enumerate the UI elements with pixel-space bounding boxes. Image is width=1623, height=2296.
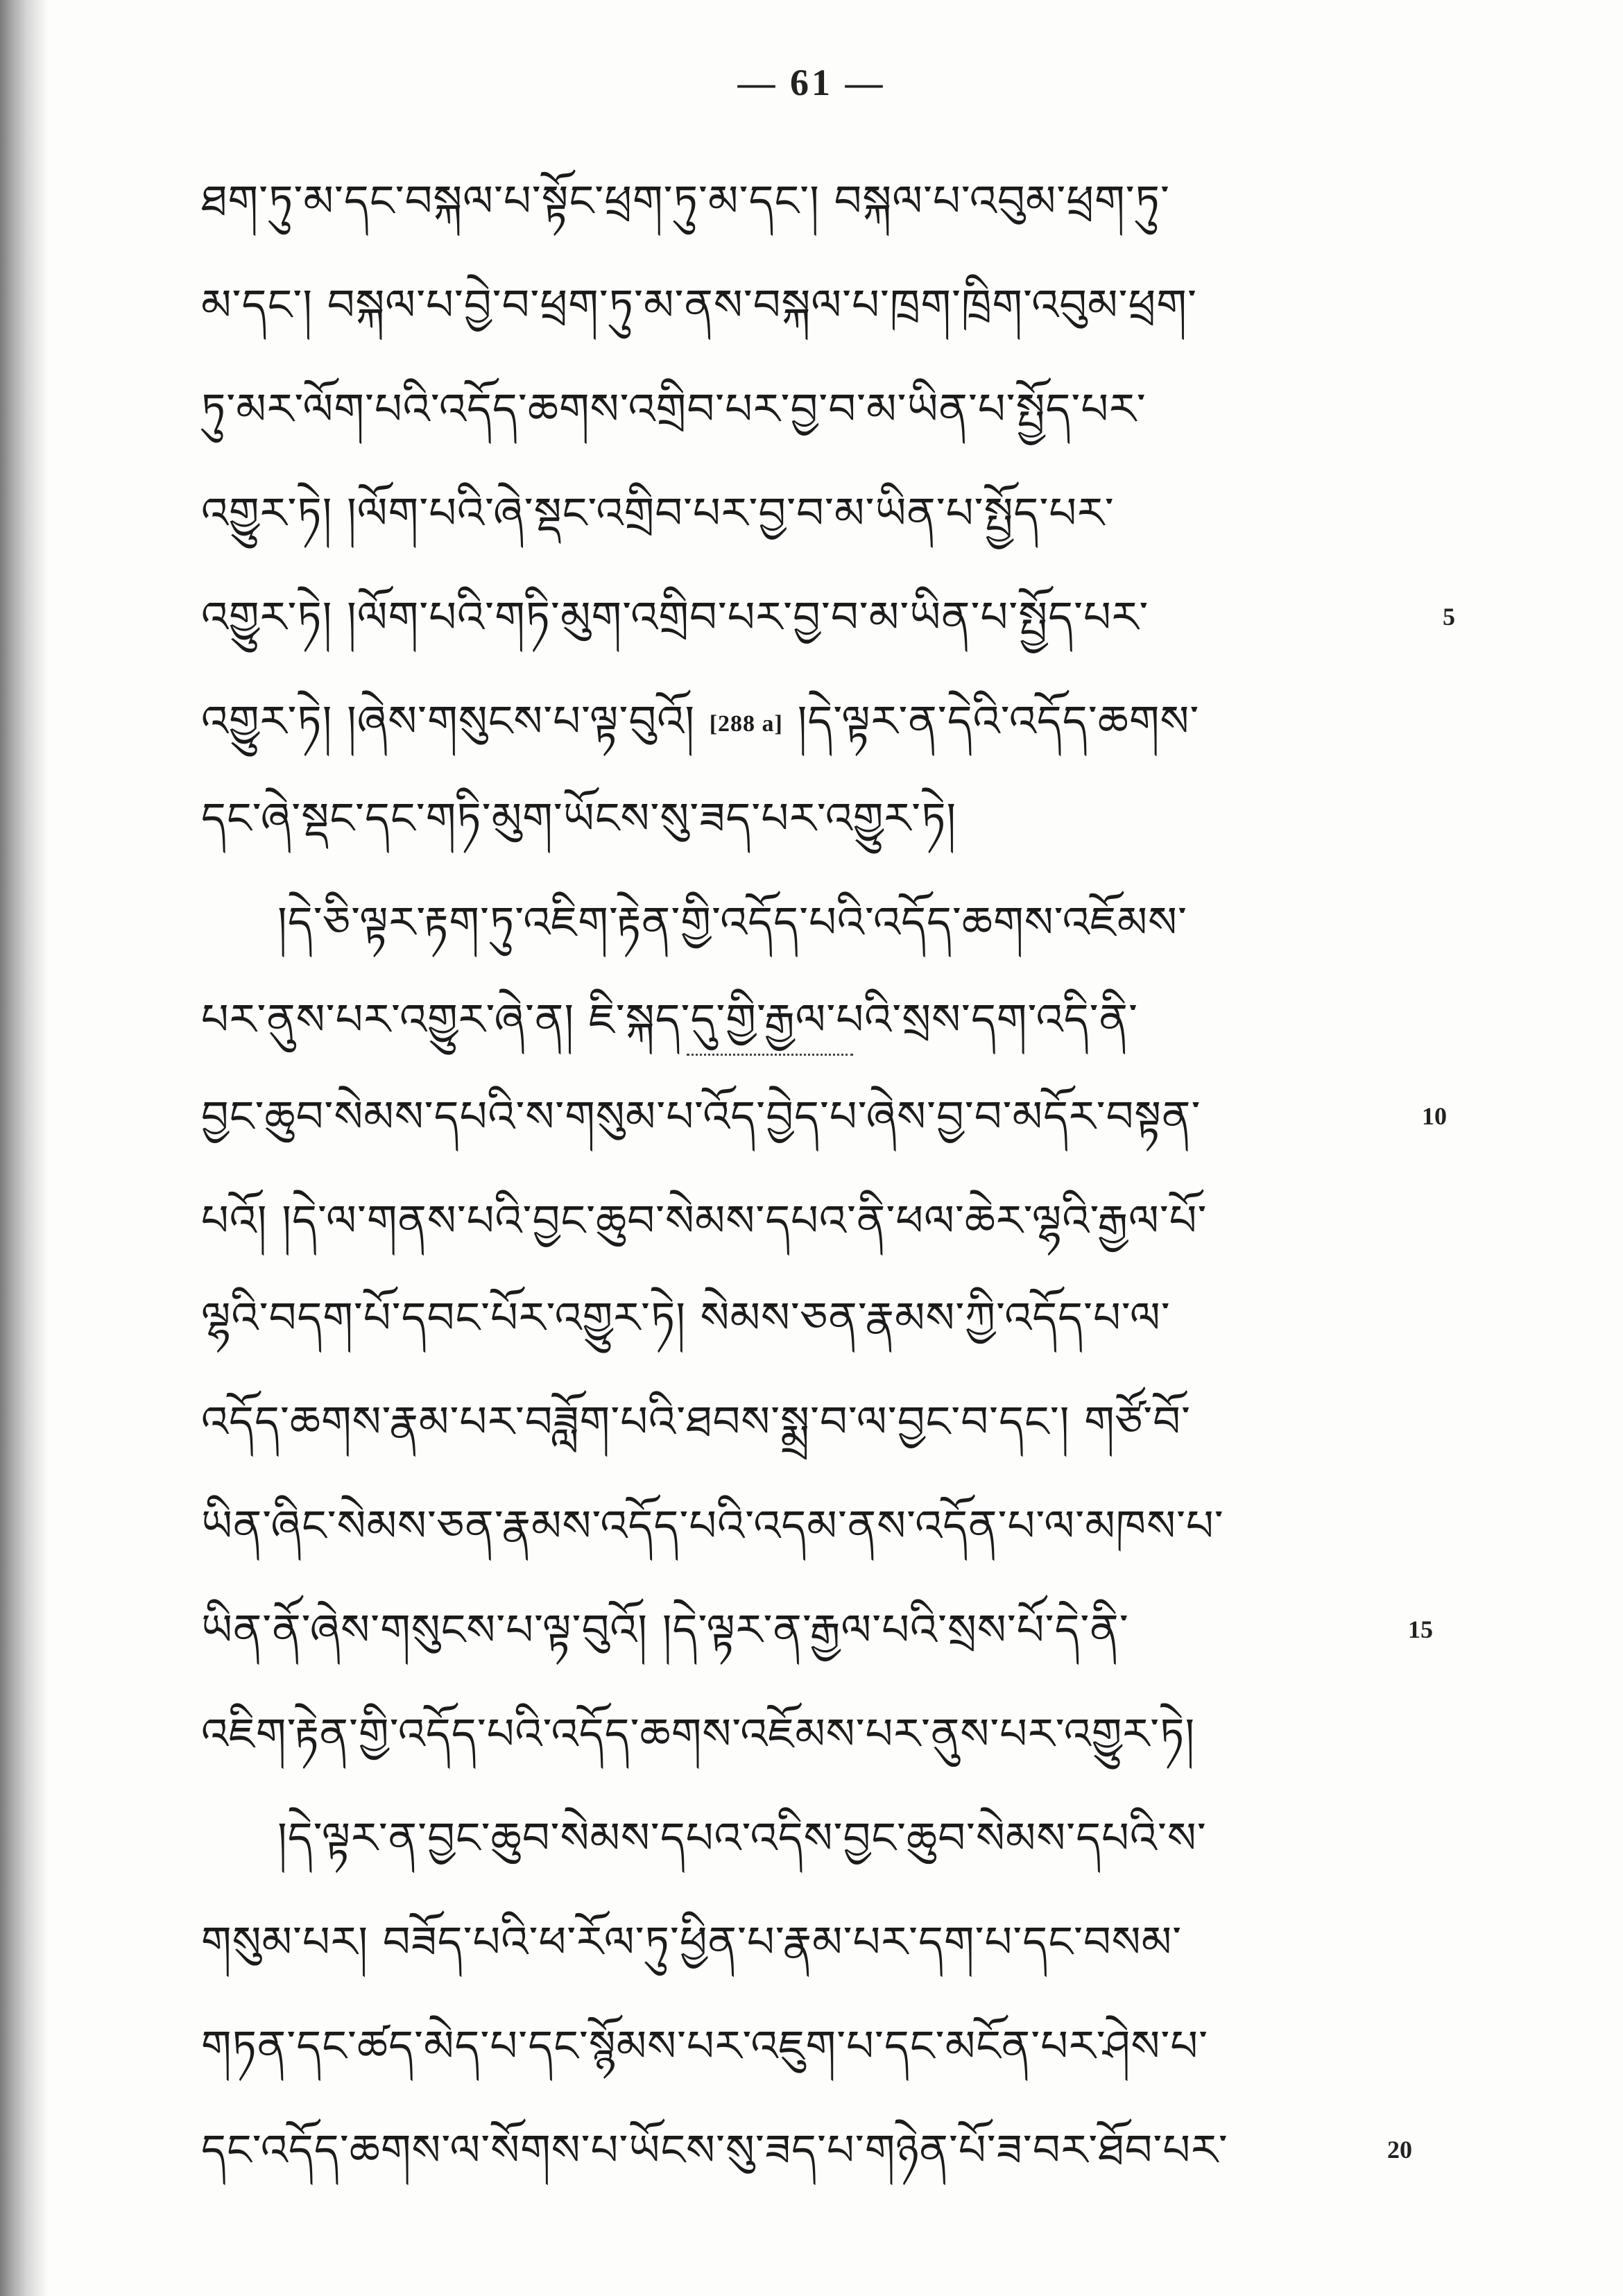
text-line-15: ཡིན་ནོ་ཞེས་གསུངས་པ་ལྟ་བུའོ། །དེ་ལྟར་ན་རྒྱལ་པའི་སྲས་པོ་དེ་ནི་ [201, 1604, 1129, 1655]
text-line-17: །དེ་ལྟར་ན་བྱང་ཆུབ་སེམས་དཔའ་འདིས་བྱང་ཆུབ་སེམས་དཔའི་ས་ [277, 1813, 1207, 1863]
text-line-13: འདོད་ཆགས་རྣམ་པར་བཟློག་པའི་ཐབས་སྨྲ་བ་ལ་བྱང་བ་དང་། གཙོ་བོ་ [201, 1396, 1192, 1447]
text-line-5: འགྱུར་ཏེ། །ལོག་པའི་གཏི་མུག་འགྲིབ་པར་བྱ་བ་མ་ཡིན་པ་སྤྱོད་པར་ [201, 592, 1149, 642]
text-line-18: གསུམ་པར། བཟོད་པའི་ཕ་རོལ་ཏུ་ཕྱིན་པ་རྣམ་པར་དག་པ་དང་བསམ་ [201, 1917, 1183, 1967]
page-number: — 61 — [737, 62, 886, 103]
text-line-4: འགྱུར་ཏེ། །ལོག་པའི་ཞེ་སྡང་འགྲིབ་པར་བྱ་བ་མ་ཡིན་པ་སྤྱོད་པར་ [201, 488, 1115, 538]
text-line-14: ཡིན་ཞིང་སེམས་ཅན་རྣམས་འདོད་པའི་འདམ་ནས་འདོན་པ་ལ་མཁས་པ་ [201, 1500, 1224, 1551]
line-number-15: 15 [1408, 1616, 1433, 1643]
text-line-11: པའོ། །དེ་ལ་གནས་པའི་བྱང་ཆུབ་སེམས་དཔའ་ནི་ཕལ་ཆེར་ལྷའི་རྒྱལ་པོ་ [201, 1195, 1208, 1246]
text-line-8: །དེ་ཅི་ལྟར་རྟག་ཏུ་འཇིག་རྟེན་གྱི་འདོད་པའི་འདོད་ཆགས་འཇོམས་ [277, 897, 1188, 948]
text-line-3: ཏུ་མར་ལོག་པའི་འདོད་ཆགས་འགྲིབ་པར་བྱ་བ་མ་ཡིན་པ་སྤྱོད་པར་ [201, 384, 1147, 434]
binding-shadow [0, 0, 49, 2296]
text-line-16: འཇིག་རྟེན་གྱི་འདོད་པའི་འདོད་ཆགས་འཇོམས་པར་ནུས་པར་འགྱུར་ཏེ། [201, 1708, 1196, 1759]
wavy-underline [687, 1044, 853, 1056]
text-line-20: དང་འདོད་ཆགས་ལ་སོགས་པ་ཡོངས་སུ་ཟད་པ་གཉེན་པོ་ཟ་བར་ཐོབ་པར་ [201, 2125, 1228, 2175]
text-line-2: མ་དང་། བསྐལ་པ་བྱེ་བ་ཕྲག་ཏུ་མ་ནས་བསྐལ་པ་ཁྲག་ཁྲིག་འབུམ་ཕྲག་ [201, 280, 1197, 330]
text-line-6-main: འགྱུར་ཏེ། །ཞེས་གསུངས་པ་ལྟ་བུའོ། [201, 696, 695, 746]
text-line-7: དང་ཞེ་སྡང་དང་གཏི་མུག་ཡོངས་སུ་ཟད་པར་འགྱུར་ཏེ། [201, 793, 957, 843]
line-number-5: 5 [1443, 603, 1455, 631]
folio-reference: [288 a] [709, 710, 783, 737]
text-line-9: པར་ནུས་པར་འགྱུར་ཞེ་ན། ཇི་སྐད་དུ་གྱི་རྒྱལ་པའི་སྲས་དག་འདི་ནི་ [201, 994, 1139, 1045]
line-number-10: 10 [1422, 1102, 1447, 1130]
text-line-6-tail: །དེ་ལྟར་ན་དེའི་འདོད་ཆགས་ [797, 696, 1200, 746]
text-line-12: ལྷའི་བདག་པོ་དབང་པོར་འགྱུར་ཏེ། སེམས་ཅན་རྣམས་ཀྱི་འདོད་པ་ལ་ [201, 1292, 1171, 1343]
text-line-19: གཏན་དང་ཚད་མེད་པ་དང་སྙོམས་པར་འཇུག་པ་དང་མངོན་པར་ཤེས་པ་ [201, 2021, 1209, 2071]
text-line-10: བྱང་ཆུབ་སེམས་དཔའི་ས་གསུམ་པ་འོད་བྱེད་པ་ཞེས་བྱ་བ་མདོར་བསྟན་ [201, 1091, 1201, 1142]
text-line-1: ཐག་ཏུ་མ་དང་བསྐལ་པ་སྟོང་ཕྲག་ཏུ་མ་དང་། བསྐལ་པ་འབུམ་ཕྲག་ཏུ་ [201, 175, 1170, 226]
line-number-20: 20 [1387, 2136, 1412, 2164]
text-line-6 [201, 680, 1199, 763]
